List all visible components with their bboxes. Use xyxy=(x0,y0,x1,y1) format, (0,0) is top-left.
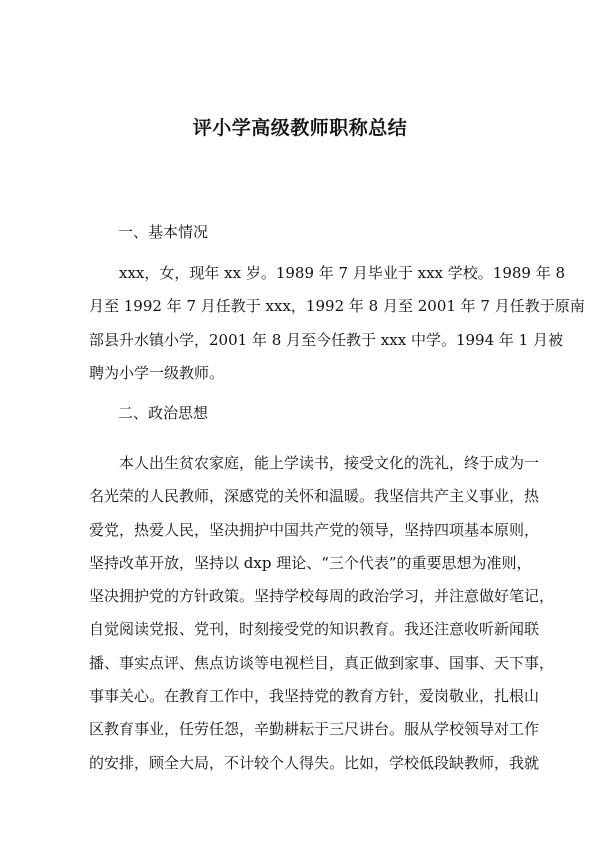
paragraph-line: 播、事实点评、焦点访谈等电视栏目，真正做到家事、国事、天下事， xyxy=(89,653,555,672)
section-heading-political: 二、政治思想 xyxy=(118,404,209,422)
document-title: 评小学高级教师职称总结 xyxy=(192,117,408,139)
paragraph-line: 坚持改革开放，坚持以 dxp 理论、“三个代表”的重要思想为准则， xyxy=(89,553,532,572)
paragraph-line: 名光荣的人民教师，深感党的关怀和温暖。我坚信共产主义事业，热 xyxy=(89,487,540,506)
paragraph-line: 月至 1992 年 7 月任教于 xxx，1992 年 8 月至 2001 年 7 月任教于原南 xyxy=(89,297,585,316)
paragraph-line: 部县升水镇小学，2001 年 8 月至今任教于 xxx 中学。1994 年 1 月被 xyxy=(89,330,563,349)
paragraph-line: 爱党，热爱人民，坚决拥护中国共产党的领导，坚持四项基本原则， xyxy=(89,520,540,539)
paragraph-basic-info xyxy=(89,263,585,396)
paragraph-line: 本人出生贫农家庭，能上学读书，接受文化的洗礼，终于成为一 xyxy=(119,454,540,472)
section-heading-basic-info: 一、基本情况 xyxy=(118,223,209,241)
paragraph-political xyxy=(89,453,555,786)
paragraph-line: 区教育事业，任劳任怨，辛勤耕耘于三尺讲台。服从学校领导对工作 xyxy=(89,720,540,739)
paragraph-line: xxx，女，现年 xx 岁。1989 年 7 月毕业于 xxx 学校。1989 年 8 xyxy=(119,264,566,282)
paragraph-line: 事事关心。在教育工作中，我坚持党的教育方针，爱岗敬业，扎根山 xyxy=(89,687,540,706)
paragraph-line: 的安排，顾全大局，不计较个人得失。比如，学校低段缺教师，我就 xyxy=(89,753,540,772)
paragraph-line: 聘为小学一级教师。 xyxy=(89,363,225,382)
paragraph-line: 坚决拥护党的方针政策。坚持学校每周的政治学习，并注意做好笔记， xyxy=(89,587,555,606)
paragraph-line: 自觉阅读党报、党刊，时刻接受党的知识教育。我还注意收听新闻联 xyxy=(89,620,540,639)
